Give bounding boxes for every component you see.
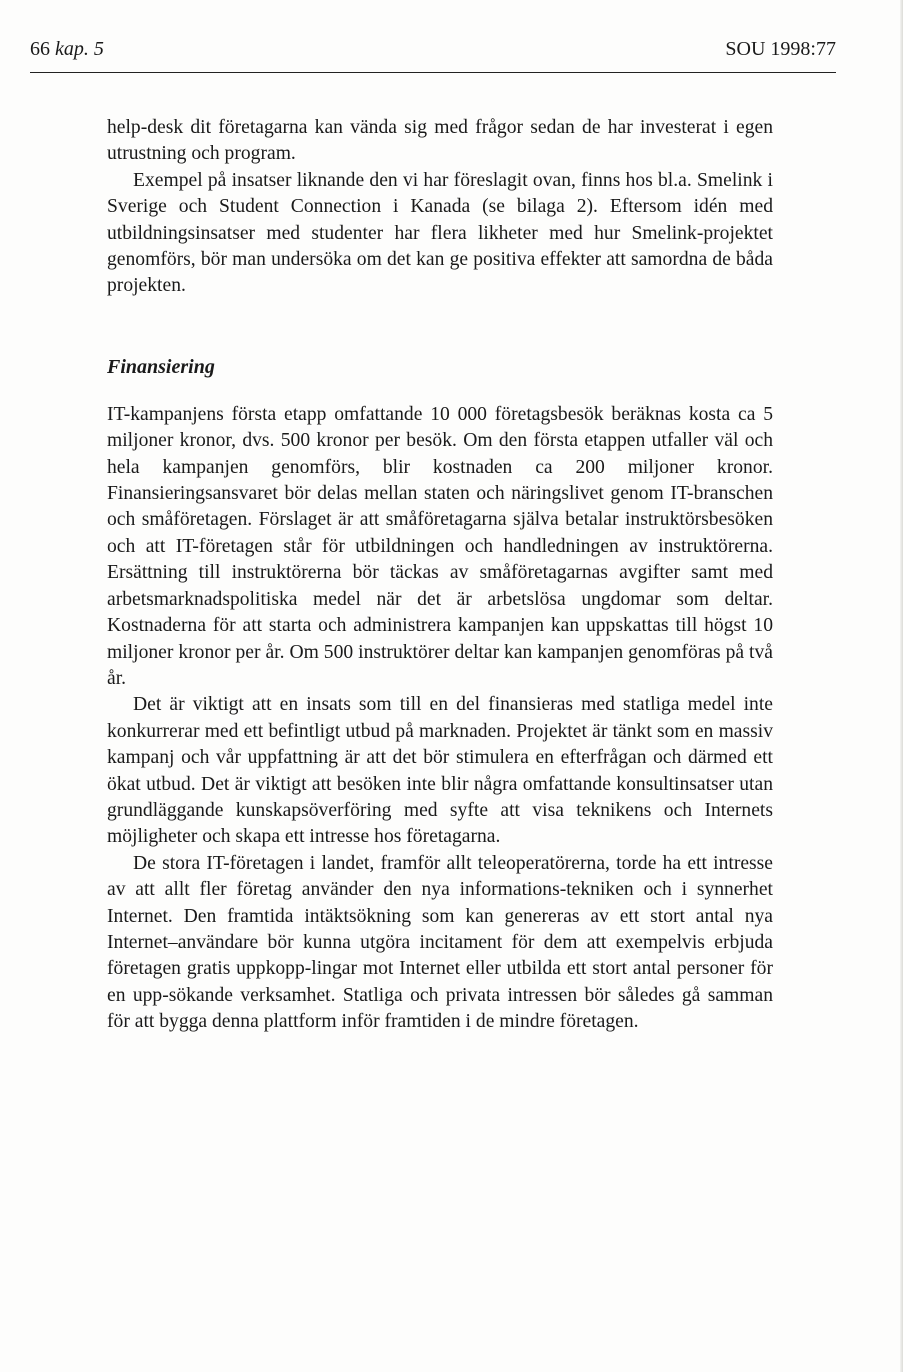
page-header — [30, 34, 836, 64]
paragraph-helpdesk: help-desk dit företagarna kan vända sig med frågor sedan de har investerat i egen utrustning och program. — [107, 117, 773, 165]
paragraph-market: Det är viktigt att en insats som till en del finansieras med statliga medel inte konkurrerar med ett befintligt utbud på marknaden. Projektet är tänkt som en massiv kampanj och vår uppfattning är att det bör stimulera en efterfrågan och därmed ett ökat utbud. Det är viktigt att besöken inte blir några omfattande konsultinsatser utan grundläggande kunskapsöverföring med syfte att visa teknikens och Internets möjligheter och skapa ett intresse hos företagarna. — [107, 694, 773, 848]
header-left — [30, 34, 104, 64]
paragraph-examples: Exempel på insatser liknande den vi har föreslagit ovan, finns hos bl.a. Smelink i Sverige och Student Connection i Kanada (se bilaga 2). Eftersom idén med utbildningsinsatser med studenter har flera likheter med hur Smelink-projektet genomförs, bör man undersöka om det kan ge positiva effekter att samordna de båda projekten. — [107, 169, 773, 297]
chapter-label: kap. 5 — [55, 38, 104, 60]
paragraph-it-companies: De stora IT-företagen i landet, framför allt teleoperatörerna, torde ha ett intresse av att allt fler företag använder den nya informations-tekniken och i synnerhet Internet. Den framtida intäktsökning som kan genereras av ett stort antal nya Internet–användare bör kunna utgöra incitament för dem att exempelvis erbjuda företagen gratis uppkopp-lingar mot Internet eller utbilda ett stort antal personer för en upp-sökande verksamhet. Statliga och privata intressen bör således gå samman för att bygga denna plattform inför framtiden i de mindre företagen. — [107, 852, 773, 1033]
header-rule — [30, 72, 836, 73]
body-text — [107, 115, 773, 1036]
document-id: SOU 1998:77 — [725, 38, 836, 60]
paragraph-costs: IT-kampanjens första etapp omfattande 10 000 företagsbesök beräknas kosta ca 5 miljoner kronor, dvs. 500 kronor per besök. Om den första etappen utfaller väl och hela kampanjen genomförs, blir kostnaden ca 200 miljoner kronor. Finansieringsansvaret bör delas mellan staten och näringslivet genom IT-branschen och småföretagen. Förslaget är att småföretagarna själva betalar instruktörsbesöken och att IT-företagen står för utbildningen och handledningen av instruktörerna. Ersättning till instruktörerna bör täckas av småföretagarnas avgifter samt med arbetsmarknadspolitiska medel när det är arbetslösa ungdomar som deltar. Kostnaderna för att starta och administrera kampanjen kan uppskattas till högst 10 miljoner kronor per år. Om 500 instruktörer deltar kan kampanjen genomföras på två år. — [107, 403, 773, 689]
section-heading-finansiering: Finansiering — [107, 355, 215, 378]
page-number: 66 — [30, 38, 50, 60]
